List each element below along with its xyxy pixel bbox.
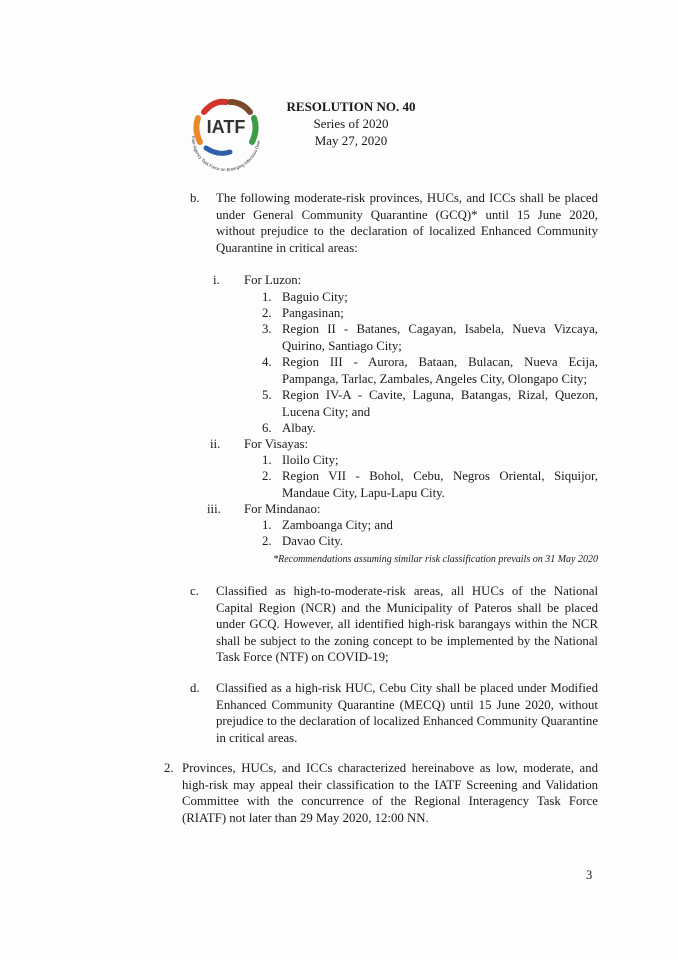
paragraph-b-marker: b. [190, 191, 200, 205]
list-item: Region VII - Bohol, Cebu, Negros Oriental, Siquijor, Mandaue City, Lapu-Lapu City. [282, 469, 598, 500]
list-item-number: 5. [262, 388, 272, 402]
list-item: Davao City. [282, 534, 344, 548]
paragraph-c-marker: c. [190, 584, 199, 598]
luzon-marker: i. [213, 273, 220, 287]
list-item: Pangasinan; [282, 306, 344, 320]
luzon-label: For Luzon: [244, 273, 302, 287]
resolution-date: May 27, 2020 [314, 133, 388, 148]
list-item: Baguio City; [282, 290, 348, 304]
visayas-label: For Visayas: [244, 437, 309, 451]
iatf-logo [184, 90, 270, 176]
paragraph-d: Classified as a high-risk HUC, Cebu City shall be placed under Modified Enhanced Community Quarantine (MECQ) until 15 June 2020, without prejudice to the declaration of localized Enhanced Community Quarantine in critical areas. [216, 681, 598, 745]
paragraph-2-marker: 2. [164, 761, 174, 775]
list-item-number: 3. [262, 322, 272, 336]
list-item-number: 1. [262, 453, 272, 467]
list-item-number: 1. [262, 290, 272, 304]
visayas-marker: ii. [210, 437, 221, 451]
list-item: Region III - Aurora, Bataan, Bulacan, Nueva Ecija, Pampanga, Tarlac, Zambales, Angeles City, Olongapo City; [282, 355, 598, 386]
list-item-number: 1. [262, 518, 272, 532]
list-item-number: 4. [262, 355, 272, 369]
paragraph-2: Provinces, HUCs, and ICCs characterized hereinabove as low, moderate, and high-risk may appeal their classification to the IATF Screening and Validation Committee with the concurrence of the Regional Interagency Task Force (RIATF) not later than 29 May 2020, 12:00 NN. [182, 761, 598, 825]
list-item: Region IV-A - Cavite, Laguna, Batangas, Rizal, Quezon, Lucena City; and [282, 388, 598, 419]
paragraph-b: The following moderate-risk provinces, HUCs, and ICCs shall be placed under General Community Quarantine (GCQ)* until 15 June 2020, without prejudice to the declaration of localized Enhanced Community Quarantine in critical areas: [216, 191, 598, 255]
logo-text: IATF [206, 117, 246, 137]
list-item: Zamboanga City; and [282, 518, 393, 532]
resolution-header [286, 98, 416, 149]
list-item: Region II - Batanes, Cagayan, Isabela, Nueva Vizcaya, Quirino, Santiago City; [282, 322, 598, 353]
list-item-number: 6. [262, 421, 272, 435]
mindanao-marker: iii. [207, 502, 221, 516]
list-item: Iloilo City; [282, 453, 339, 467]
list-item: Albay. [282, 421, 316, 435]
resolution-number: RESOLUTION NO. 40 [286, 99, 416, 114]
logo-ring-text: Inter-Agency Task Force on Emerging Infectious Dise [190, 136, 261, 173]
resolution-series: Series of 2020 [313, 116, 389, 131]
list-item-number: 2. [262, 469, 272, 483]
page-number: 3 [586, 868, 593, 882]
mindanao-label: For Mindanao: [244, 502, 321, 516]
paragraph-c: Classified as high-to-moderate-risk areas, all HUCs of the National Capital Region (NCR) and the Municipality of Pateros shall be placed under GCQ. However, all identified high-risk barangays within the NCR shall be subject to the zoning concept to be implemented by the National Task Force (NTF) on COVID-19; [216, 584, 598, 664]
list-item-number: 2. [262, 534, 272, 548]
recommendation-note: *Recommendations assuming similar risk classification prevails on 31 May 2020 [273, 554, 598, 565]
paragraph-d-marker: d. [190, 681, 200, 695]
list-item-number: 2. [262, 306, 272, 320]
